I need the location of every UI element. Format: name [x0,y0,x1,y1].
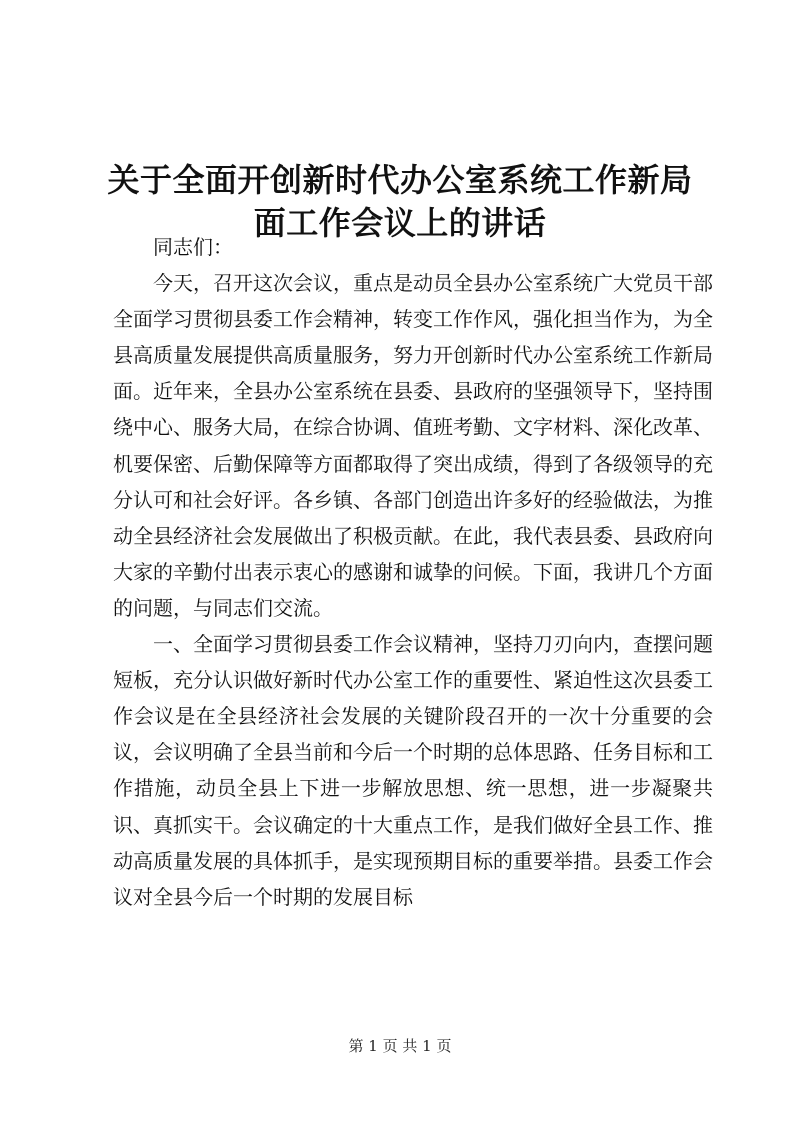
document-title: 关于全面开创新时代办公室系统工作新局面工作会议上的讲话 [107,161,693,243]
salutation-paragraph: 同志们： [153,235,233,259]
body-paragraph: 今天，召开这次会议，重点是动员全县办公室系统广大党员干部全面学习贯彻县委工作会精神，转变工作作风，强化担当作为，为全县高质量发展提供高质量服务，努力开创新时代办公室系统工作新局面。近年来，全县办公室系统在县委、县政府的坚强领导下，坚持围绕中心、服务大局，在综合协调、值班考勤、文字材料、深化改革、机要保密、后勤保障等方面都取得了突出成绩，得到了各级领导的充分认可和社会好评。各乡镇、各部门创造出许多好的经验做法，为推动全县经济社会发展做出了积极贡献。在此，我代表县委、县政府向大家的辛勤付出表示衷心的感谢和诚挚的问候。下面，我讲几个方面的问题，与同志们交流。 [113,271,713,620]
page-footer: 第 1 页 共 1 页 [348,1037,452,1055]
document-body [113,229,713,915]
body-paragraph: 一、全面学习贯彻县委工作会议精神，坚持刀刃向内，查摆问题短板，充分认识做好新时代办公室工作的重要性、紧迫性这次县委工作会议是在全县经济社会发展的关键阶段召开的一次十分重要的会议，会议明确了全县当前和今后一个时期的总体思路、任务目标和工作措施，动员全县上下进一步解放思想、统一思想，进一步凝聚共识、真抓实干。会议确定的十大重点工作，是我们做好全县工作、推动高质量发展的具体抓手，是实现预期目标的重要举措。县委工作会议对全县今后一个时期的发展目标 [113,632,713,909]
